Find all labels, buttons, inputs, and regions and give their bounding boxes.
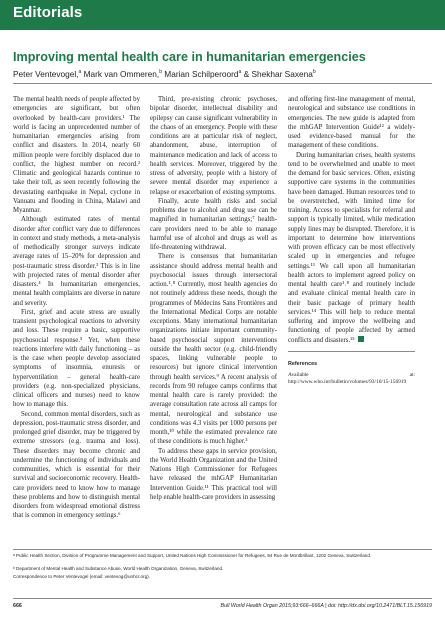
paragraph (288, 151, 415, 345)
references-heading: References (288, 360, 318, 367)
body-column-2 (150, 95, 277, 502)
footnote-divider (13, 549, 432, 550)
paragraph: To address these gaps in service provision, the World Health Organization and the United Nations High Commissioner for Refugees have released the mhGAP Humanitarian Intervention Guide.¹¹ This practical tool will help enable health-care providers in assessing (150, 447, 277, 501)
references-divider (288, 351, 415, 352)
references-link[interactable]: Available at: http://www.who.int/bulletin/volumes/93/10/15-156919 (288, 372, 415, 385)
paragraph: Third, pre-existing chronic psychoses, bipolar disorder, intellectual disability and epilepsy can cause significant vulnerability in the chaos of an emergency. People with these conditions are at particular risk of neglect, abandonment, abuse, interruption of maintenance medication and lack of access to health services. Moreover, triggered by the stress of adversity, people with a history of severe mental disorder may experience a relapse or exacerbation of existing symptoms. (150, 96, 277, 196)
author-4-affiliation: b (312, 69, 316, 76)
article-title: Improving mental health care in humanitarian emergencies (13, 50, 366, 64)
footnote-affiliation-a: ᵃ Public Health Section, Division of Programme Management and Support, United Nations High Commissioner for Refugees, 94 Rue de Montbrillant, 1202 Geneva, Switzerland. (13, 553, 372, 558)
footnote-correspondence: Correspondence to Peter Ventevogel (email: ventevog@unhcr.org). (13, 574, 150, 579)
author-3: Marian Schilperoord (161, 69, 239, 79)
page-number: 666 (13, 603, 22, 609)
end-of-article-square-icon (358, 336, 364, 342)
author-3-affiliation: a (238, 69, 242, 76)
author-1-affiliation: a (78, 69, 82, 76)
author-2-affiliation: b (159, 69, 162, 76)
author-4: & Shekhar Saxena (241, 69, 313, 79)
title-divider (13, 83, 432, 84)
body-column-3 (288, 95, 415, 386)
footer-divider (13, 598, 432, 599)
paragraph: Although estimated rates of mental disorder after conflict vary due to differences in context and study methods, a meta-analysis of methodically stronger surveys indicate average rates of 15–20% for depression and post-traumatic stress disorder.³ This is in line with projected rates of mental disorder after disasters.⁴ In humanitarian emergencies, mental health complaints are diverse in nature and severity. (13, 216, 140, 307)
paragraph: and offering first-line management of mental, neurological and substance use conditions in emergencies. The new guide is adapted from the mhGAP Intervention Guide¹² a widely-used evidence-based manual for the management of these conditions. (288, 96, 415, 150)
paragraph: The mental health needs of people affected by emergencies are significant, but often overlooked by health-care providers.¹ The world is facing an unprecedented number of humanitarian emergencies arising from conflict and disasters. In 2014, nearly 60 million people were forcibly displaced due to conflict, the highest number on record.² Climatic and geological hazards continue to take their toll, as seen recently following the devastating earthquake in Nepal, cyclone in Vanuatu and flooding in China, Malawi and Myanmar. (13, 96, 140, 214)
section-title: Editorials (13, 4, 83, 21)
paragraph: First, grief and acute stress are usually transient psychological reactions to adversity and loss. These require a basic, supportive psychosocial response.⁵ Yet, when these reactions interfere with daily functioning – as is the case when people develop associated symptoms of insomnia, enuresis or hyperventilation – general health-care providers (e.g. non-specialized physicians, clinical officers and nurses) need to know how to manage this. (13, 308, 140, 409)
citation: Bull World Health Organ 2015;93:666–666A | doi: http://dx.doi.org/10.2471/BLT.15.156919 (220, 603, 432, 609)
author-list (13, 69, 433, 79)
paragraph: There is consensus that humanitarian assistance should address mental health and psychosocial issues through intersectoral action.¹˒⁸ Currently, most health agencies do not routinely address these needs, though the programmes of Médecins Sans Frontières and the International Medical Corps are notable exceptions. Many international humanitarian organizations initiate important community-based psychosocial support interventions outside the health sector (e.g. child-friendly spaces, linking vulnerable people to resources) but ignore clinical intervention through health services.⁹ A recent analysis of records from 90 refugee camps confirms that mental health care is rarely provided: the average consultation rate across all camps for mental, neurological and substance use conditions was 4.3 visits per 1000 persons per month,¹⁰ while the estimated prevalence rate of these conditions is much higher.³ (150, 253, 277, 446)
footnote-affiliation-b: ᵇ Department of Mental Health and Substance Abuse, World Health Organization, Geneva, Switzerland. (13, 566, 224, 571)
author-2: Mark van Ommeren, (81, 69, 160, 79)
author-1: Peter Ventevogel, (13, 69, 79, 79)
paragraph: Finally, acute health risks and social problems due to alcohol and drug use can be magnified in humanitarian settings;⁷ health-care providers need to be able to manage harmful use of alcohol and drugs as well as life-threatening withdrawal. (150, 197, 277, 251)
body-column-1 (13, 95, 140, 521)
section-banner (0, 0, 445, 30)
paragraph-text: During humanitarian crises, health systems tend to be overwhelmed and unable to meet the demand for basic services. Often, existing supportive care systems in the communities have been damaged. Human resources tend to be overstretched, with limited time for training. Access to specialists for referral and support is typically limited, while medication supply lines may be disrupted. Therefore, it is important to determine how interventions with proven efficacy can be most effectively scaled up in emergencies and refugee settings.¹³ We call upon all humanitarian health actors to implement agreed policy on mental health care¹˒⁸ and routinely include and evaluate clinical mental health care in their basic package of primary health services.¹⁴ This will help to reduce mental suffering and improve the wellbeing and functioning of people affected by armed conflicts and disasters.¹⁵ (288, 151, 415, 344)
paragraph: Second, common mental disorders, such as depression, post-traumatic stress disorder, and prolonged grief disorder, may be triggered by extreme stressors (e.g. trauma and loss). These disorders may become chronic and undermine the functioning of individuals and communities, which is essential for their survival and socioeconomic recovery. Health-care providers need to know how to manage these problems and how to distinguish mental disorders from widespread emotional distress that is common in emergency settings.⁶ (13, 410, 140, 520)
